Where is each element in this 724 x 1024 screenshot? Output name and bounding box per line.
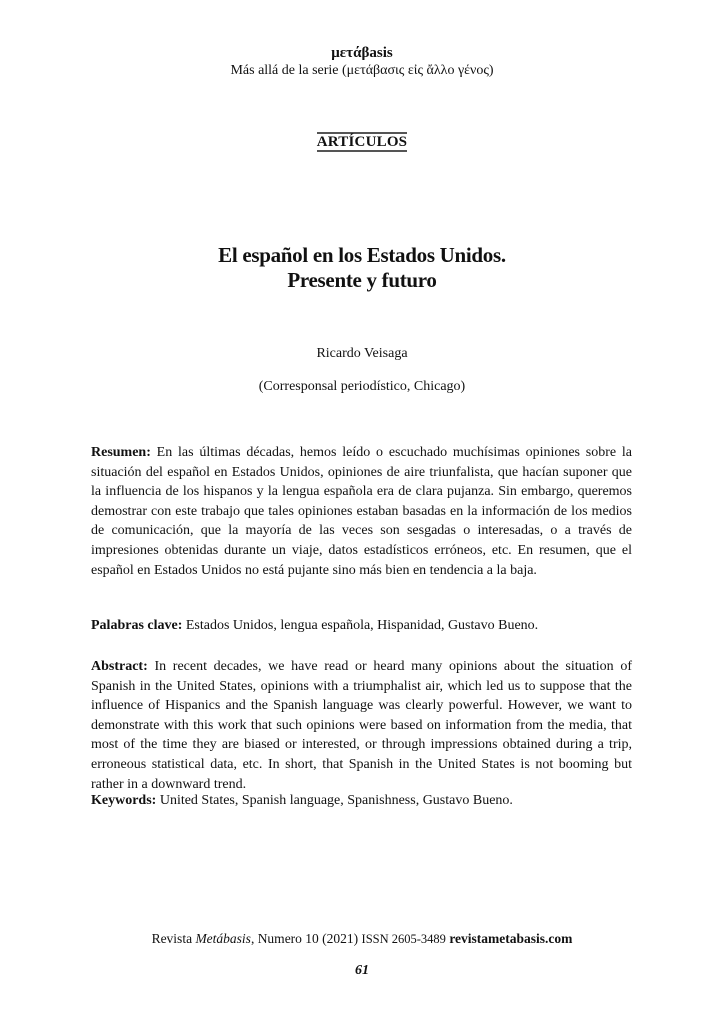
resumen-text: En las últimas décadas, hemos leído o escuchado muchísimas opiniones sobre la situación del español en Estados Unidos, opiniones de aire triunfalista, que hacían suponer que la influencia de los hispanos y la lengua española era de clara pujanza. Sin embargo, queremos demostrar con este trabajo que tales opiniones estaban basadas en la información de los medios de comunicación, que la mayoría de las veces son sesgadas o interesadas, o a través de impresiones obtenidas durante un viaje, datos estadísticos erróneos, etc. En resumen, que el español en Estados Unidos no está pujante sino más bien en tendencia a la baja. bbox=[91, 445, 632, 578]
article-title-line-2: Presente y futuro bbox=[287, 268, 437, 292]
footer-issn: ISSN 2605-3489 bbox=[361, 932, 446, 946]
resumen-label: Resumen: bbox=[91, 445, 151, 460]
journal-subtitle: Más allá de la serie (μετάβασις εἰς ἄλλο γένος) bbox=[230, 63, 494, 78]
palabras-clave-paragraph bbox=[91, 616, 632, 636]
page-footer bbox=[0, 930, 724, 948]
palabras-clave-text: Estados Unidos, lengua española, Hispanidad, Gustavo Bueno. bbox=[182, 618, 539, 633]
keywords-label: Keywords: bbox=[91, 793, 157, 808]
footer-journal-name: Metábasis bbox=[195, 931, 251, 946]
section-heading-container bbox=[0, 132, 724, 152]
journal-name: μετάβasis bbox=[331, 45, 393, 61]
footer-website-link[interactable]: revistametabasis.com bbox=[445, 931, 573, 946]
abstract-label: Abstract: bbox=[91, 659, 148, 674]
abstract-paragraph bbox=[91, 657, 632, 794]
author-name: Ricardo Veisaga bbox=[316, 346, 408, 361]
abstract-text: In recent decades, we have read or heard many opinions about the situation of Spanish in the United States, opinions with a triumphalist air, which led us to suppose that the influence of Hispanics and the Spanish language was clearly powerful. However, we want to demonstrate with this work that such opinions were based on information from the media, that most of the time they are biased or interested, or through impressions obtained during a trip, erroneous statistical data, etc. In short, that Spanish in the United States is not booming but rather in a downward trend. bbox=[91, 659, 632, 792]
keywords-text: United States, Spanish language, Spanishness, Gustavo Bueno. bbox=[156, 793, 513, 808]
footer-issue: , Numero 10 (2021) bbox=[250, 931, 362, 946]
section-heading: ARTÍCULOS bbox=[316, 134, 408, 150]
article-title-line-1: El español en los Estados Unidos. bbox=[218, 243, 506, 267]
keywords-paragraph bbox=[91, 791, 632, 811]
article-title bbox=[0, 243, 724, 293]
footer-prefix: Revista bbox=[151, 931, 196, 946]
resumen-paragraph bbox=[91, 443, 632, 580]
page-number: 61 bbox=[355, 963, 369, 978]
author-affiliation: (Corresponsal periodístico, Chicago) bbox=[258, 379, 466, 394]
palabras-clave-label: Palabras clave: bbox=[91, 618, 183, 633]
